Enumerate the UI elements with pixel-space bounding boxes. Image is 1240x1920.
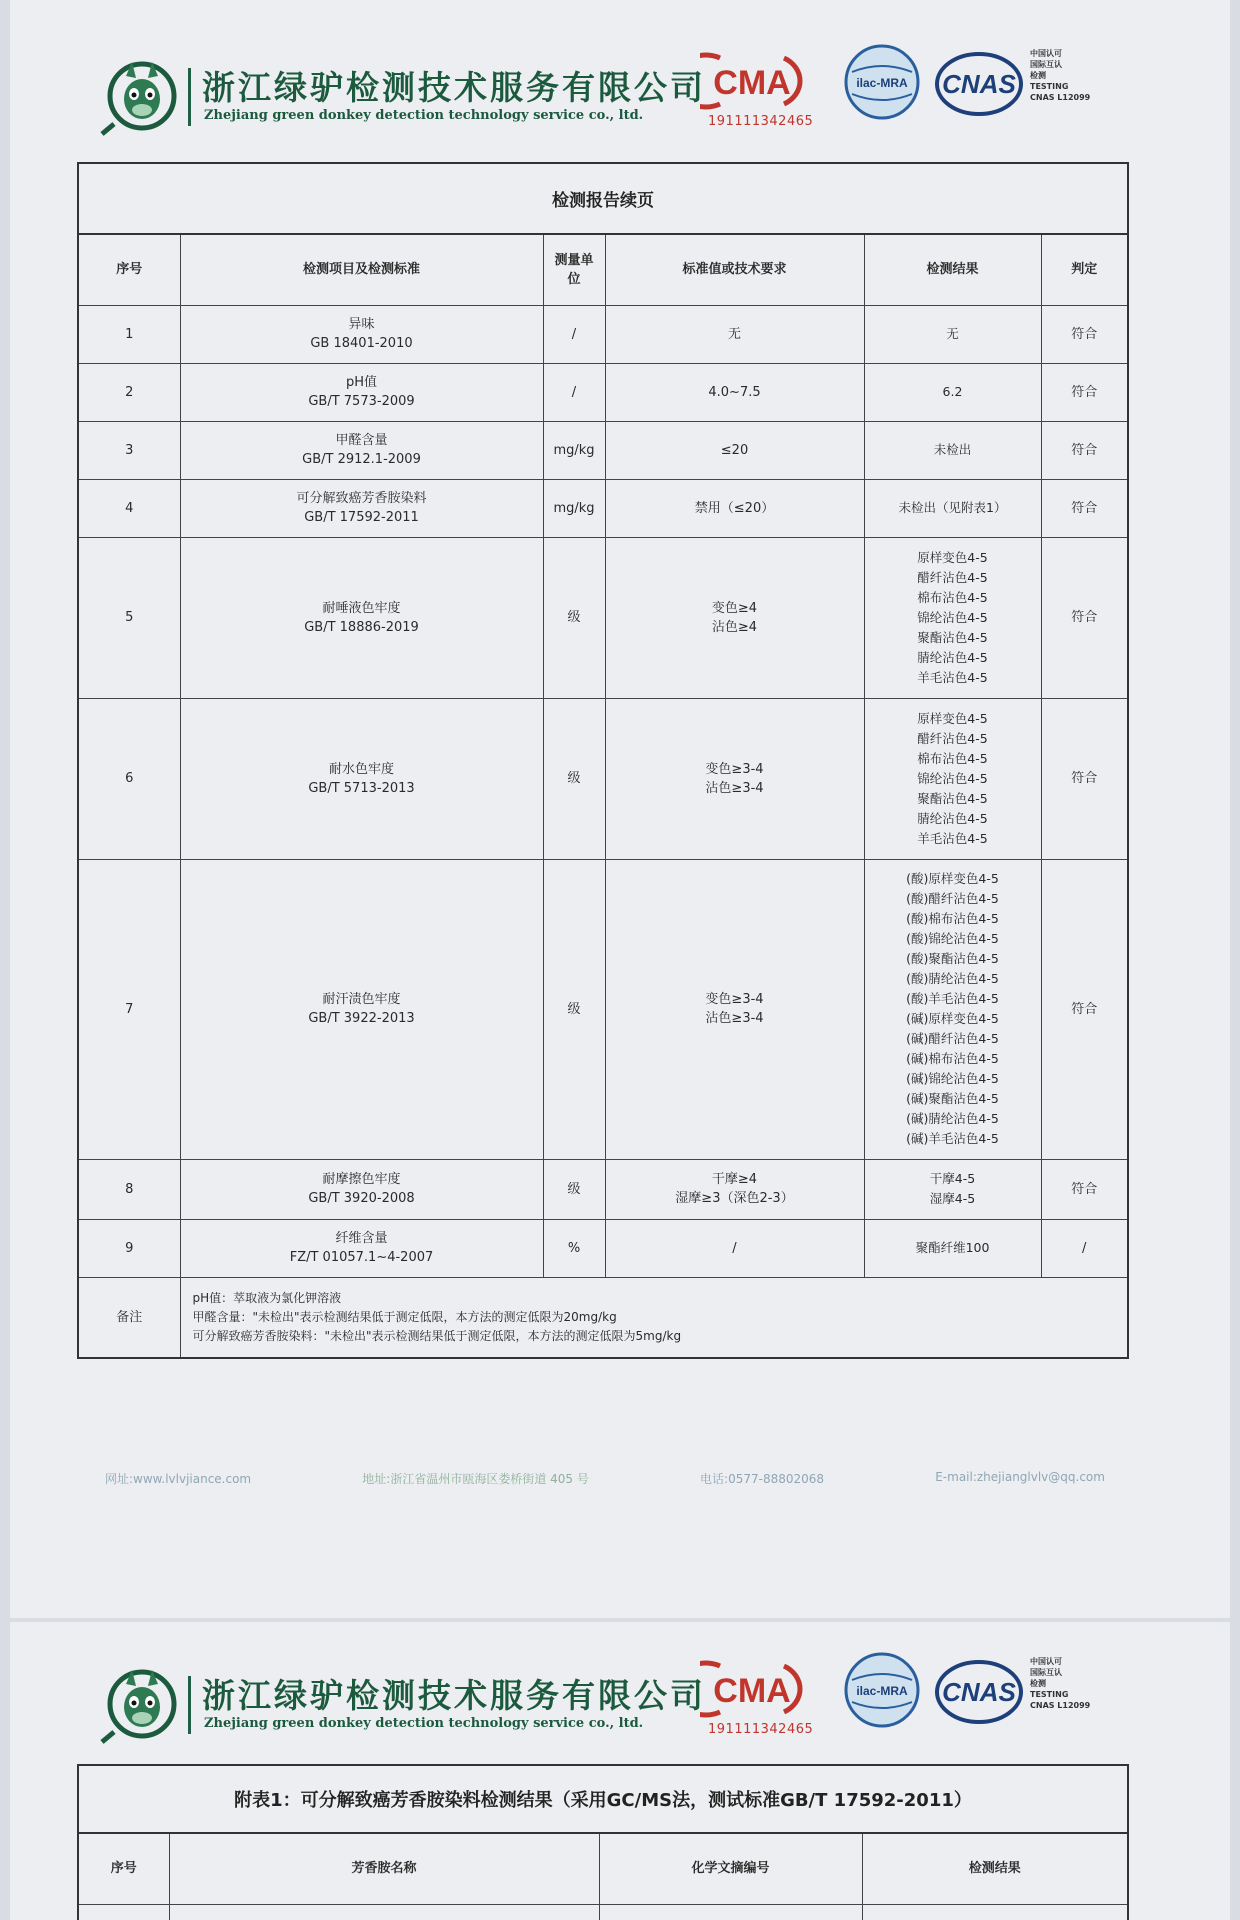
cnas-mark-text: CNAS xyxy=(942,1677,1016,1707)
requirement: 变色≥3-4 沾色≥3-4 xyxy=(605,859,864,1159)
col-header: 检测项目及检测标准 xyxy=(180,235,543,305)
requirement: 变色≥4 沾色≥4 xyxy=(605,537,864,698)
col-header: 序号 xyxy=(79,1834,169,1904)
test-item: 耐汗渍色牢度 GB/T 3922-2013 xyxy=(180,859,543,1159)
row-number: 5 xyxy=(79,537,180,698)
ilac-mark-text: ilac-MRA xyxy=(856,1684,908,1698)
requirement: ≤20 xyxy=(605,421,864,479)
row-number: 3 xyxy=(79,421,180,479)
result: 干摩4-5 湿摩4-5 xyxy=(864,1159,1041,1219)
verdict: 符合 xyxy=(1041,479,1127,537)
ilac-mark-text: ilac-MRA xyxy=(856,76,908,90)
row-number: 8 xyxy=(79,1159,180,1219)
cnas-caption-line: TESTING xyxy=(1030,1690,1069,1699)
col-header: 芳香胺名称 xyxy=(169,1834,599,1904)
footer-website: 网址:www.lvlvjiance.com xyxy=(105,1472,252,1486)
row-number: 2 xyxy=(79,363,180,421)
col-header: 化学文摘编号 xyxy=(599,1834,862,1904)
unit: / xyxy=(543,305,605,363)
table-row xyxy=(79,1904,1127,1920)
report-title: 检测报告续页 xyxy=(79,164,1127,235)
cnas-caption-line: 中国认可 xyxy=(1030,1657,1062,1666)
result: 无 xyxy=(864,305,1041,363)
letterhead xyxy=(90,1648,1130,1758)
appendix-title: 附表1：可分解致癌芳香胺染料检测结果（采用GC/MS法，测试标准GB/T 17592-2011） xyxy=(79,1766,1127,1834)
test-item: 耐水色牢度 GB/T 5713-2013 xyxy=(180,698,543,859)
col-header: 标准值或技术要求 xyxy=(605,235,864,305)
table-cell xyxy=(169,1904,599,1920)
test-item: 可分解致癌芳香胺染料 GB/T 17592-2011 xyxy=(180,479,543,537)
company-name-cn: 浙江绿驴检测技术服务有限公司 xyxy=(202,1676,706,1715)
header-divider xyxy=(188,1676,191,1734)
cnas-icon xyxy=(934,48,1024,120)
result: 原样变色4-5 醋纤沾色4-5 棉布沾色4-5 锦纶沾色4-5 聚酯沾色4-5 腈纶沾色4-5 羊毛沾色4-5 xyxy=(864,698,1041,859)
table-row xyxy=(79,859,1127,1159)
company-name-cn: 浙江绿驴检测技术服务有限公司 xyxy=(202,68,706,107)
verdict: 符合 xyxy=(1041,698,1127,859)
cnas-caption-line: 检测 xyxy=(1030,71,1046,80)
appendix-table xyxy=(77,1764,1129,1920)
appendix-columns xyxy=(79,1834,1127,1920)
requirement: 禁用（≤20） xyxy=(605,479,864,537)
test-item: 耐摩擦色牢度 GB/T 3920-2008 xyxy=(180,1159,543,1219)
cnas-caption xyxy=(1030,1656,1090,1711)
row-number: 4 xyxy=(79,479,180,537)
table-row xyxy=(79,537,1127,698)
col-header: 检测结果 xyxy=(864,235,1041,305)
company-name-en: Zhejiang green donkey detection technology service co., ltd. xyxy=(204,108,644,123)
test-item: 耐唾液色牢度 GB/T 18886-2019 xyxy=(180,537,543,698)
cnas-mark-text: CNAS xyxy=(942,69,1016,99)
table-header-row xyxy=(79,1834,1127,1904)
green-donkey-logo-icon xyxy=(100,54,182,136)
test-item: 甲醛含量 GB/T 2912.1-2009 xyxy=(180,421,543,479)
verdict: / xyxy=(1041,1219,1127,1277)
remark-row xyxy=(79,1277,1127,1357)
unit: % xyxy=(543,1219,605,1277)
footer-address: 地址:浙江省温州市瓯海区娄桥街道 405 号 xyxy=(362,1472,589,1486)
unit: 级 xyxy=(543,537,605,698)
cnas-caption-line: 检测 xyxy=(1030,1679,1046,1688)
requirement: 干摩≥4 湿摩≥3（深色2-3） xyxy=(605,1159,864,1219)
report-table xyxy=(77,162,1129,1359)
footer-email: E-mail:zhejianglvlv@qq.com xyxy=(935,1470,1105,1484)
result: 原样变色4-5 醋纤沾色4-5 棉布沾色4-5 锦纶沾色4-5 聚酯沾色4-5 腈纶沾色4-5 羊毛沾色4-5 xyxy=(864,537,1041,698)
table-row xyxy=(79,363,1127,421)
requirement: 变色≥3-4 沾色≥3-4 xyxy=(605,698,864,859)
table-row xyxy=(79,421,1127,479)
test-item: 异味 GB 18401-2010 xyxy=(180,305,543,363)
col-header: 检测结果 xyxy=(862,1834,1127,1904)
cma-number: 191111342465 xyxy=(708,1722,814,1737)
unit: 级 xyxy=(543,698,605,859)
cma-number: 191111342465 xyxy=(708,114,814,129)
table-row xyxy=(79,305,1127,363)
unit: / xyxy=(543,363,605,421)
ilac-mra-icon xyxy=(842,42,922,122)
test-item: pH值 GB/T 7573-2009 xyxy=(180,363,543,421)
cma-mark-icon xyxy=(700,50,804,112)
remark-label: 备注 xyxy=(79,1277,180,1357)
row-number: 6 xyxy=(79,698,180,859)
test-item: 纤维含量 FZ/T 01057.1~4-2007 xyxy=(180,1219,543,1277)
result: 聚酯纤维100 xyxy=(864,1219,1041,1277)
table-row xyxy=(79,698,1127,859)
cnas-caption-line: 国际互认 xyxy=(1030,60,1062,69)
cnas-caption-line: TESTING xyxy=(1030,82,1069,91)
unit: 级 xyxy=(543,859,605,1159)
cma-mark-text: CMA xyxy=(713,64,791,102)
cma-mark-text: CMA xyxy=(713,1672,791,1710)
verdict: 符合 xyxy=(1041,421,1127,479)
footer-phone: 电话:0577-88802068 xyxy=(700,1472,825,1486)
row-number: 1 xyxy=(79,305,180,363)
verdict: 符合 xyxy=(1041,305,1127,363)
row-number: 7 xyxy=(79,859,180,1159)
verdict: 符合 xyxy=(1041,859,1127,1159)
cma-mark-icon xyxy=(700,1658,804,1720)
green-donkey-logo-icon xyxy=(100,1662,182,1744)
table-header-row xyxy=(79,235,1127,305)
results-table xyxy=(79,235,1127,1357)
table-row xyxy=(79,1219,1127,1277)
col-header: 序号 xyxy=(79,235,180,305)
remark-text: pH值：萃取液为氯化钾溶液 甲醛含量："未检出"表示检测结果低于测定低限，本方法的测定低限为20mg/kg 可分解致癌芳香胺染料："未检出"表示检测结果低于测定低限，本方法的测定低限为5mg/kg xyxy=(180,1277,1127,1357)
letterhead xyxy=(90,40,1130,150)
row-number: 9 xyxy=(79,1219,180,1277)
table-cell xyxy=(79,1904,169,1920)
table-cell xyxy=(599,1904,862,1920)
ilac-mra-icon xyxy=(842,1650,922,1730)
col-header: 测量单位 xyxy=(543,235,605,305)
table-cell xyxy=(862,1904,1127,1920)
unit: 级 xyxy=(543,1159,605,1219)
cnas-caption-line: CNAS L12099 xyxy=(1030,93,1091,102)
cnas-caption-line: 中国认可 xyxy=(1030,49,1062,58)
requirement: / xyxy=(605,1219,864,1277)
verdict: 符合 xyxy=(1041,363,1127,421)
requirement: 4.0~7.5 xyxy=(605,363,864,421)
verdict: 符合 xyxy=(1041,1159,1127,1219)
result: 6.2 xyxy=(864,363,1041,421)
col-header: 判定 xyxy=(1041,235,1127,305)
table-row xyxy=(79,1159,1127,1219)
result: (酸)原样变色4-5 (酸)醋纤沾色4-5 (酸)棉布沾色4-5 (酸)锦纶沾色4-5 (酸)聚酯沾色4-5 (酸)腈纶沾色4-5 (酸)羊毛沾色4-5 (碱)原样变色4-5 (碱)醋纤沾色4-5 (碱)棉布沾色4-5 (碱)锦纶沾色4-5 (碱)聚酯沾色4-5 (碱)腈纶沾色4-5 (碱)羊毛沾色4-5 xyxy=(864,859,1041,1159)
report-page-1 xyxy=(10,0,1230,1618)
verdict: 符合 xyxy=(1041,537,1127,698)
cnas-icon xyxy=(934,1656,1024,1728)
header-divider xyxy=(188,68,191,126)
cnas-caption-line: 国际互认 xyxy=(1030,1668,1062,1677)
result: 未检出 xyxy=(864,421,1041,479)
cnas-caption xyxy=(1030,48,1090,103)
report-page-2 xyxy=(10,1622,1230,1920)
result: 未检出（见附表1） xyxy=(864,479,1041,537)
requirement: 无 xyxy=(605,305,864,363)
unit: mg/kg xyxy=(543,479,605,537)
table-row xyxy=(79,479,1127,537)
page-footer xyxy=(105,1470,1105,1487)
company-name-en: Zhejiang green donkey detection technology service co., ltd. xyxy=(204,1716,644,1731)
unit: mg/kg xyxy=(543,421,605,479)
cnas-caption-line: CNAS L12099 xyxy=(1030,1701,1091,1710)
